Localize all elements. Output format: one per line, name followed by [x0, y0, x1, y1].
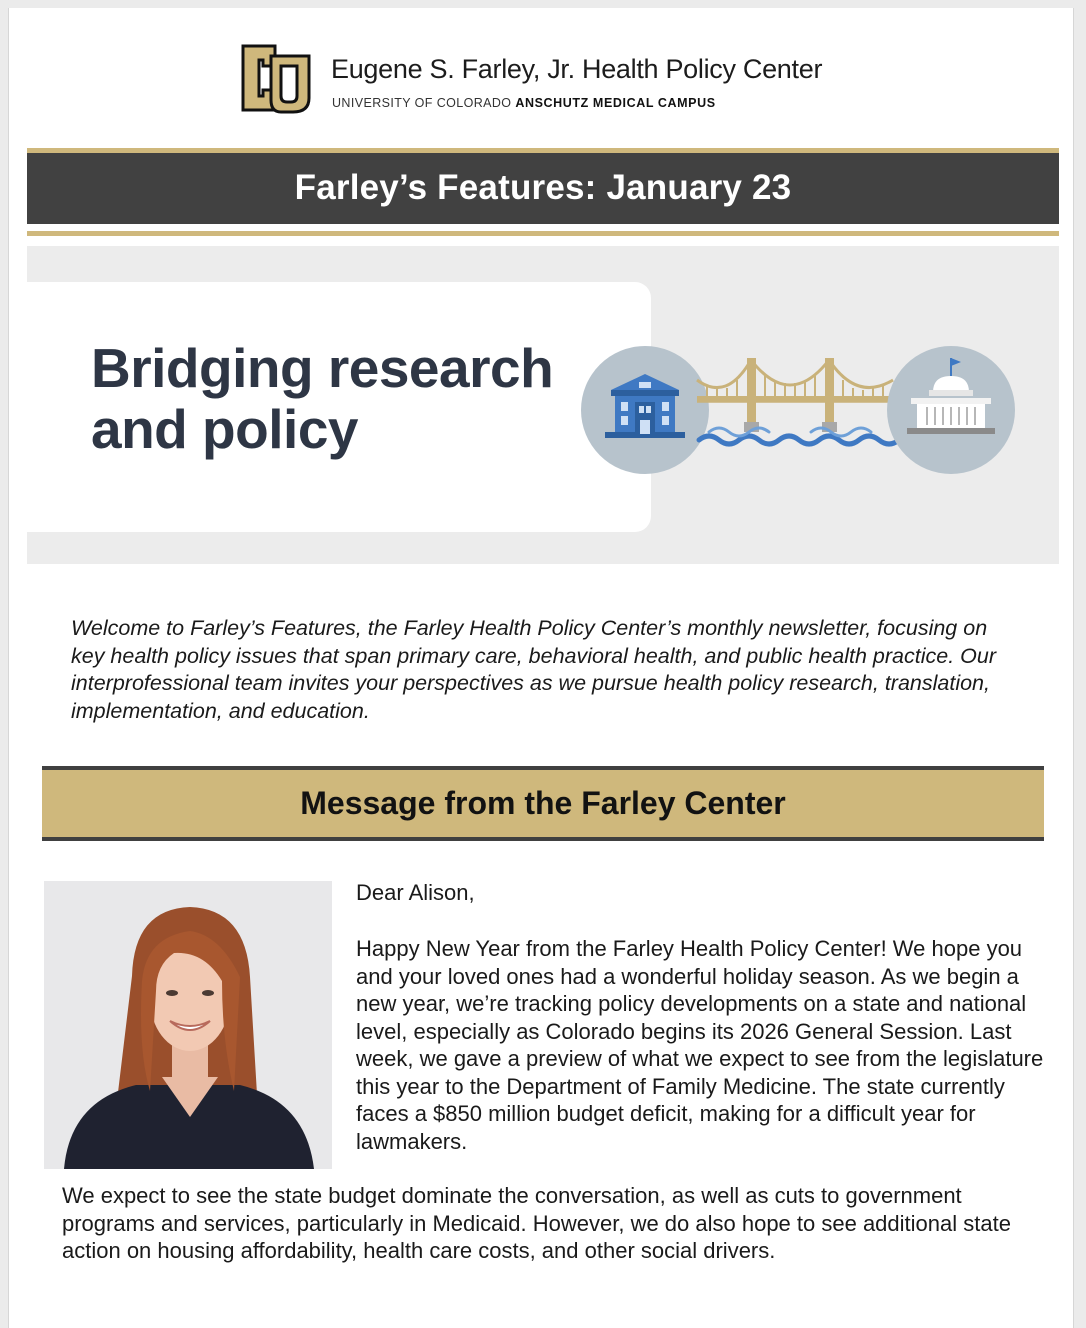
letter-paragraph-1: Happy New Year from the Farley Health Policy Center! We hope you and your loved ones had a wonderful holiday season. As we begin a new year, we’re tracking policy developments on a state and national level, especially as Colorado begins its 2026 General Session. Last week, we gave a preview of what we expect to see from the legislature this year to the Department of Family Medicine. The state currently faces a $850 million budget deficit, making for a difficult year for lawmakers.	[356, 936, 1044, 1154]
org-sub-university: UNIVERSITY OF COLORADO	[332, 96, 516, 110]
portrait-image	[44, 881, 332, 1169]
section-title: Message from the Farley Center	[300, 785, 786, 821]
org-subtitle	[332, 96, 716, 110]
section-header-message	[42, 766, 1044, 841]
hero-illustration	[581, 340, 1015, 480]
org-name: Eugene S. Farley, Jr. Health Policy Center	[331, 54, 823, 84]
water-waves-icon	[699, 428, 899, 444]
author-photo	[44, 881, 332, 1169]
newsletter-title: Farley’s Features: January 23	[294, 168, 792, 207]
cu-logo-icon	[241, 42, 311, 114]
hero-title	[91, 338, 553, 460]
newsletter-email	[8, 8, 1074, 1328]
bridge-icon	[697, 358, 893, 432]
hero-card	[27, 282, 651, 532]
hero-banner[interactable]	[27, 246, 1059, 564]
newsletter-title-banner	[27, 148, 1059, 236]
letter-paragraph-2: We expect to see the state budget dominate the conversation, as well as cuts to government programs and services, particularly in Medicaid. However, we do also hope to see additional state action on housing affordability, health care costs, and other social drivers.	[62, 1183, 1011, 1263]
org-header[interactable]	[241, 40, 861, 120]
hero-title-line2: and policy	[91, 398, 358, 460]
letter-greeting: Dear Alison,	[356, 880, 475, 905]
org-sub-campus: ANSCHUTZ MEDICAL CAMPUS	[515, 96, 716, 110]
hero-title-line1: Bridging research	[91, 337, 554, 399]
capitol-building-icon	[887, 346, 1015, 474]
intro-text: Welcome to Farley’s Features, the Farley Health Policy Center’s monthly newsletter, focusing on key health policy issues that span primary care, behavioral health, and public health practice. Our interprofessional team invites your perspectives as we pursue health policy research, translation, implementation, and education.	[71, 616, 997, 723]
university-building-icon	[581, 346, 709, 474]
